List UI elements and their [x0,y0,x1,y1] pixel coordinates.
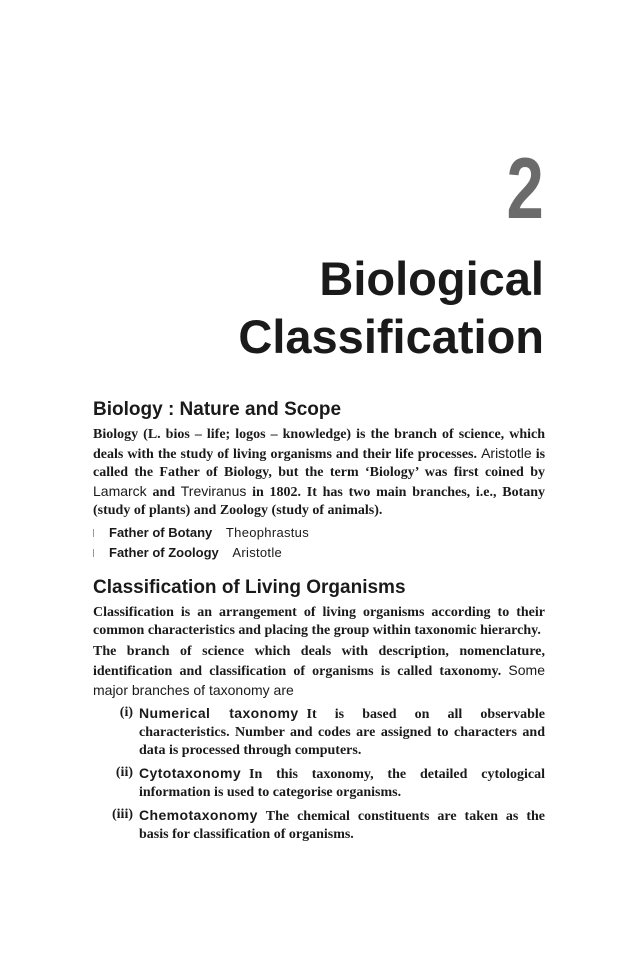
item-marker: (ii) [115,765,133,780]
chapter-title-line-1: Biological [319,252,544,305]
bullet-term: Father of Zoology [109,545,219,560]
item-description: It is based on all observable characteristics. Number and codes are assigned to characters and data is processed through computers. [139,707,545,758]
aristotle-term: Aristotle [481,445,532,461]
list-item [93,806,545,844]
lamarck-term: Lamarck [93,483,147,499]
section-heading-classification: Classification of Living Organisms [93,577,406,598]
item-description: In this taxonomy, the detailed cytological information is used to categorise organisms. [139,767,545,800]
list-item [93,764,545,802]
biology-text-3: in 1802. It has two main branches, i.e., Botany (study of plants) and Zoology (study of animals). [93,485,546,518]
page-content [93,398,545,848]
item-text-block [139,806,545,844]
classification-paragraph: Classification is an arrangement of living organisms according to their common characteristics and placing the group within taxonomic hierarchy. [93,605,545,638]
bullet-value: Aristotle [232,545,283,560]
and-text: and [152,485,176,500]
item-text-block [139,704,545,760]
bullet-value: Theophrastus [225,525,310,540]
item-marker: (iii) [112,807,133,822]
taxonomy-branches-list [93,704,545,844]
item-marker: (i) [119,705,133,720]
list-item [93,523,545,543]
list-item [93,543,545,563]
item-term: Cytotaxonomy [139,765,242,781]
bullet-icon [93,549,97,557]
taxonomy-paragraph [93,643,545,701]
bullet-term: Father of Botany [109,525,213,540]
taxonomy-text: The branch of science which deals with description, nomenclature, identification and classification of organisms is called taxonomy. [93,644,545,679]
biology-paragraph [93,426,545,520]
item-description: The chemical constituents are taken as the basis for classification of organisms. [139,809,545,842]
taxonomy-branches-intro: Some major branches of taxonomy are [93,662,545,698]
fathers-list [93,523,545,563]
treviranus-term: Treviranus [180,483,247,499]
chapter-title-line-2: Classification [238,310,544,363]
chapter-number: 2 [506,141,544,237]
chapter-title [238,250,544,366]
list-item [93,704,545,760]
item-term: Chemotaxonomy [139,807,258,823]
biology-text-2: is called the Father of Biology, but the term ‘Biology’ was first coined by [93,447,546,480]
bullet-icon [93,529,97,537]
biology-text-1: Biology (L. bios – life; logos – knowledge) is the branch of science, which deals with the study of living organisms and their life processes. [93,427,545,462]
item-term: Numerical taxonomy [139,705,299,721]
item-text-block [139,764,545,802]
section-heading-biology: Biology : Nature and Scope [93,399,342,420]
